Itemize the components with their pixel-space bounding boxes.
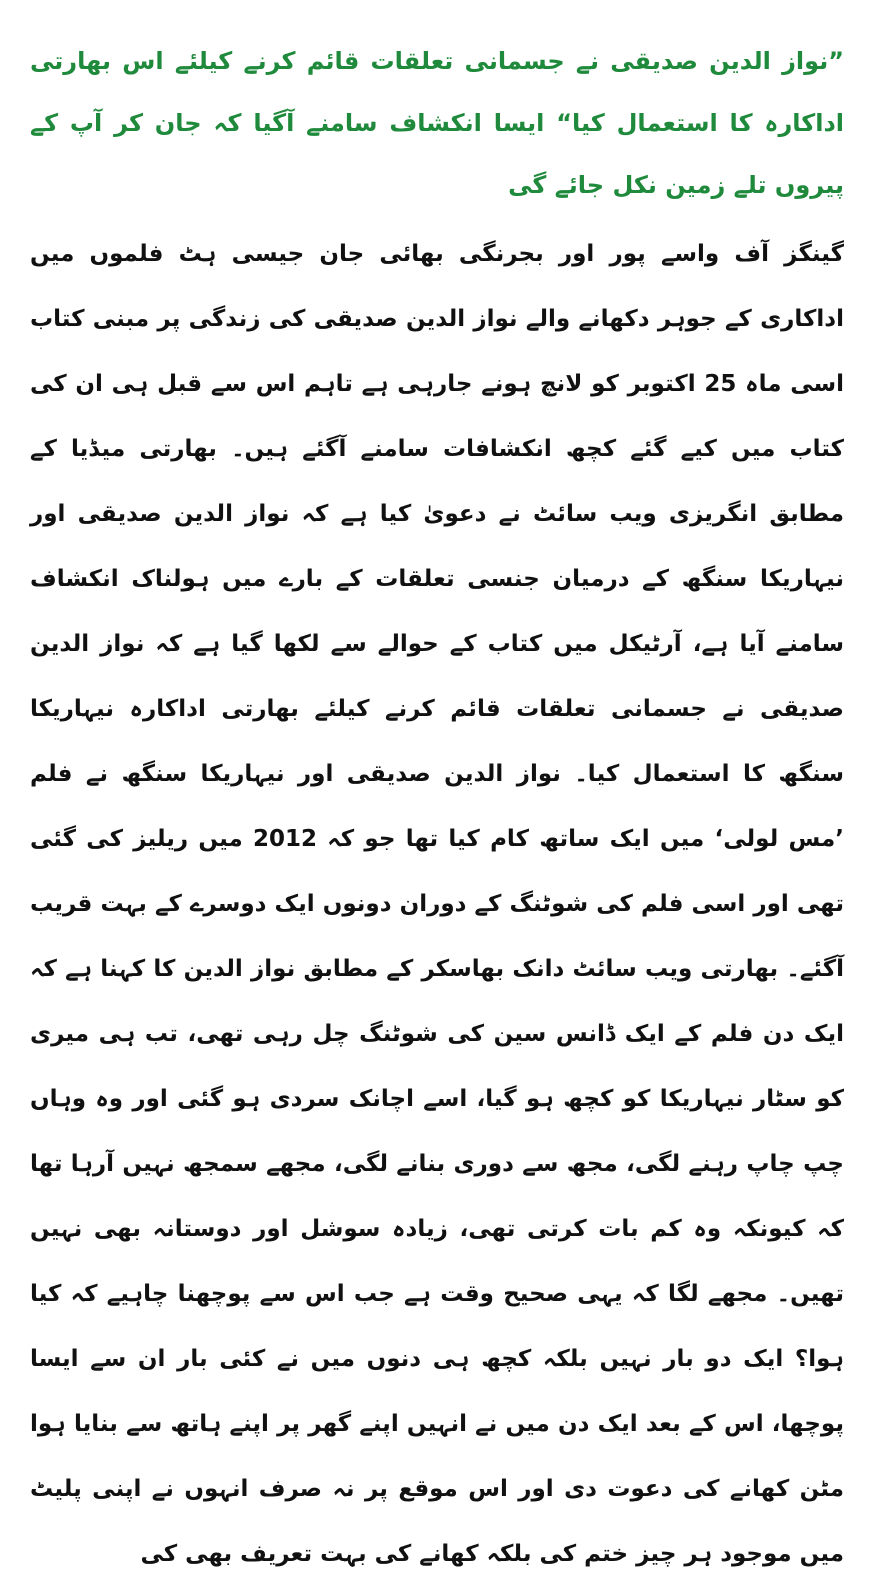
article-headline: ”نواز الدین صدیقی نے جسمانی تعلقات قائم کرنے کیلئے اس بھارتی اداکارہ کا استعمال کیا“ ایسا انکشاف سامنے آگیا کہ جان کر آپ کے پیروں تلے زمین نکل جائے گی (30, 47, 844, 199)
article-body: گینگز آف واسے پور اور بجرنگی بھائی جان جیسی ہٹ فلموں میں اداکاری کے جوہر دکھانے والے نواز الدین صدیقی کی زندگی پر مبنی کتاب اسی ماہ 25 اکتوبر کو لانچ ہونے جارہی ہے تاہم اس سے قبل ہی ان کی کتاب میں کیے گئے کچھ انکشافات سامنے آگئے ہیں۔ بھارتی میڈیا کے مطابق انگریزی ویب سائٹ نے دعویٰ کیا ہے کہ نواز الدین صدیقی اور نیہاریکا سنگھ کے درمیان جنسی تعلقات کے بارے میں ہولناک انکشاف سامنے آیا ہے، آرٹیکل میں کتاب کے حوالے سے لکھا گیا ہے کہ نواز الدین صدیقی نے جسمانی تعلقات قائم کرنے کیلئے بھارتی اداکارہ نیہاریکا سنگھ کا استعمال کیا۔ نواز الدین صدیقی اور نیہاریکا سنگھ نے فلم ’مس لولی‘ میں ایک ساتھ کام کیا تھا جو کہ 2012 میں ریلیز کی گئی تھی اور اسی فلم کی شوٹنگ کے دوران دونوں ایک دوسرے کے بہت قریب آگئے۔ بھارتی ویب سائٹ دانک بھاسکر کے مطابق نواز الدین کا کہنا ہے کہ ایک دن فلم کے ایک ڈانس سین کی شوٹنگ چل رہی تھی، تب ہی میری کو سٹار نیہاریکا کو کچھ ہو گیا، اسے اچانک سردی ہو گئی اور وہ وہاں چپ چاپ رہنے لگی، مجھ سے دوری بنانے لگی، مجھے سمجھ نہیں آرہا تھا کہ کیونکہ وہ کم بات کرتی تھی، زیادہ سوشل اور دوستانہ بھی نہیں تھیں۔ مجھے لگا کہ یہی صحیح وقت ہے جب اس سے پوچھنا چاہیے کہ کیا ہوا؟ ایک دو بار نہیں بلکہ کچھ ہی دنوں میں نے کئی بار ان سے ایسا پوچھا، اس کے بعد ایک دن میں نے انہیں اپنے گھر پر اپنے ہاتھ سے بنایا ہوا مٹن کھانے کی دعوت دی اور اس موقع پر نہ صرف انہوں نے اپنی پلیٹ میں موجود ہر چیز ختم کی بلکہ کھانے کی بہت تعریف بھی کی (30, 241, 845, 1567)
